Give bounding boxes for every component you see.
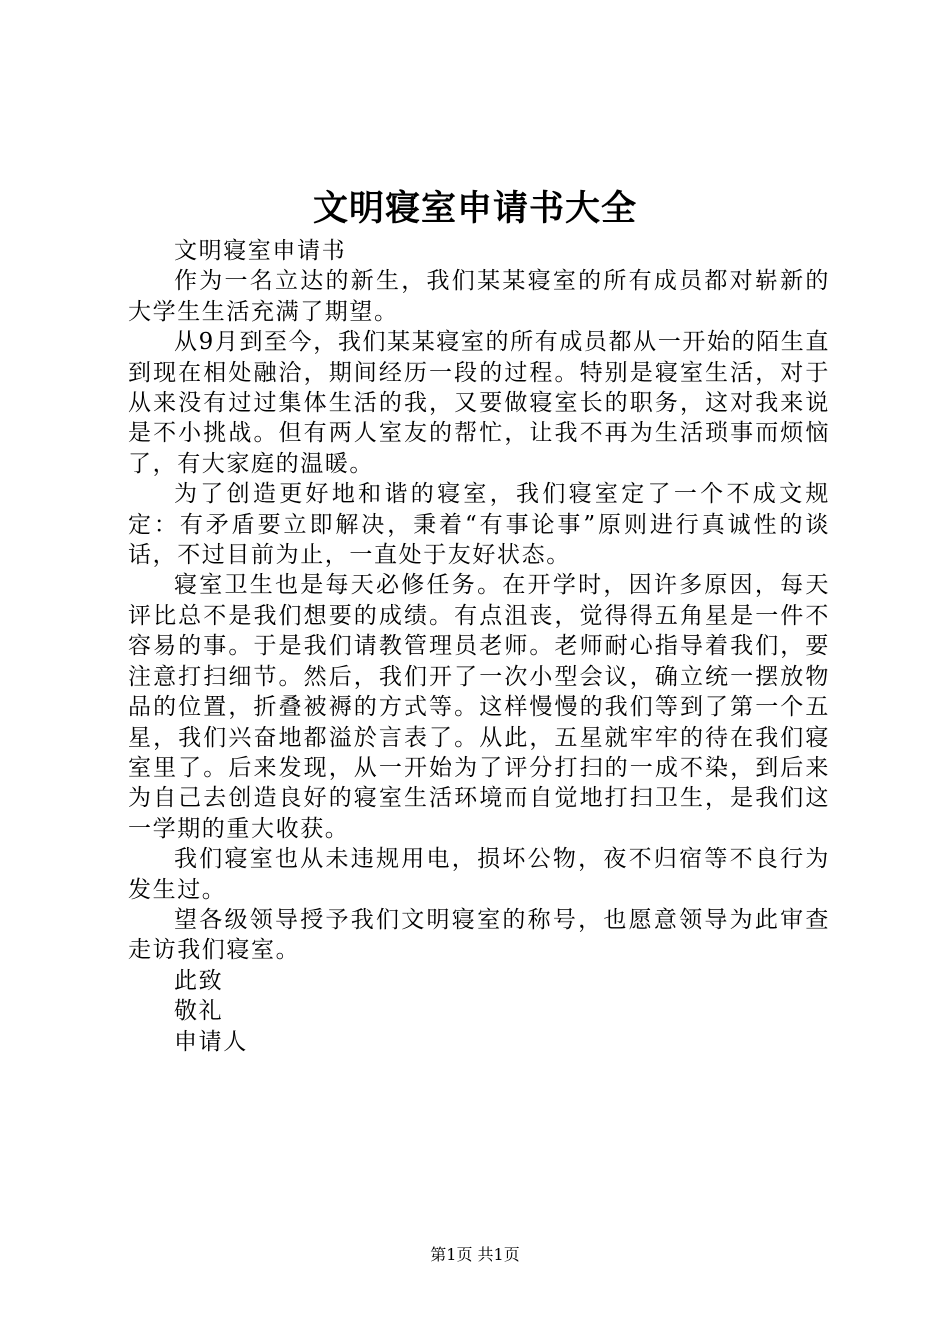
paragraph: 望各级领导授予我们文明寝室的称号，也愿意领导为此审查走访我们寝室。 xyxy=(128,906,830,964)
paragraph: 为了创造更好地和谐的寝室，我们寝室定了一个不成文规定：有矛盾要立即解决，秉着“有事论事”原则进行真诚性的谈话，不过目前为止，一直处于友好状态。 xyxy=(128,481,830,569)
document-body xyxy=(128,236,830,1057)
paragraph: 寝室卫生也是每天必修任务。在开学时，因许多原因，每天评比总不是我们想要的成绩。有点沮丧，觉得得五角星是一件不容易的事。于是我们请教管理员老师。老师耐心指导着我们，要注意打扫细节。然后，我们开了一次小型会议，确立统一摆放物品的位置，折叠被褥的方式等。这样慢慢的我们等到了第一个五星，我们兴奋地都溢於言表了。从此，五星就牢牢的待在我们寝室里了。后来发现，从一开始为了评分打扫的一成不染，到后来为自己去创造良好的寝室生活环境而自觉地打扫卫生，是我们这一学期的重大收获。 xyxy=(128,572,830,842)
signature-label: 申请人 xyxy=(174,1028,248,1055)
page-footer: 第1页 共1页 xyxy=(430,1245,520,1264)
document-heading: 文明寝室申请书 xyxy=(174,238,347,264)
paragraph: 从9月到至今，我们某某寝室的所有成员都从一开始的陌生直到现在相处融洽，期间经历一段的过程。特别是寝室生活，对于从来没有过过集体生活的我，又要做寝室长的职务，这对我来说是不小挑战。但有两人室友的帮忙，让我不再为生活琐事而烦恼了，有大家庭的温暖。 xyxy=(128,329,830,477)
closing-regards: 敬礼 xyxy=(174,998,224,1025)
document-title: 文明寝室申请书大全 xyxy=(312,188,637,229)
closing-salutation: 此致 xyxy=(174,967,224,994)
paragraph: 作为一名立达的新生，我们某某寝室的所有成员都对崭新的大学生生活充满了期望。 xyxy=(128,268,830,325)
paragraph: 我们寝室也从未违规用电，损坏公物，夜不归宿等不良行为发生过。 xyxy=(128,846,830,903)
